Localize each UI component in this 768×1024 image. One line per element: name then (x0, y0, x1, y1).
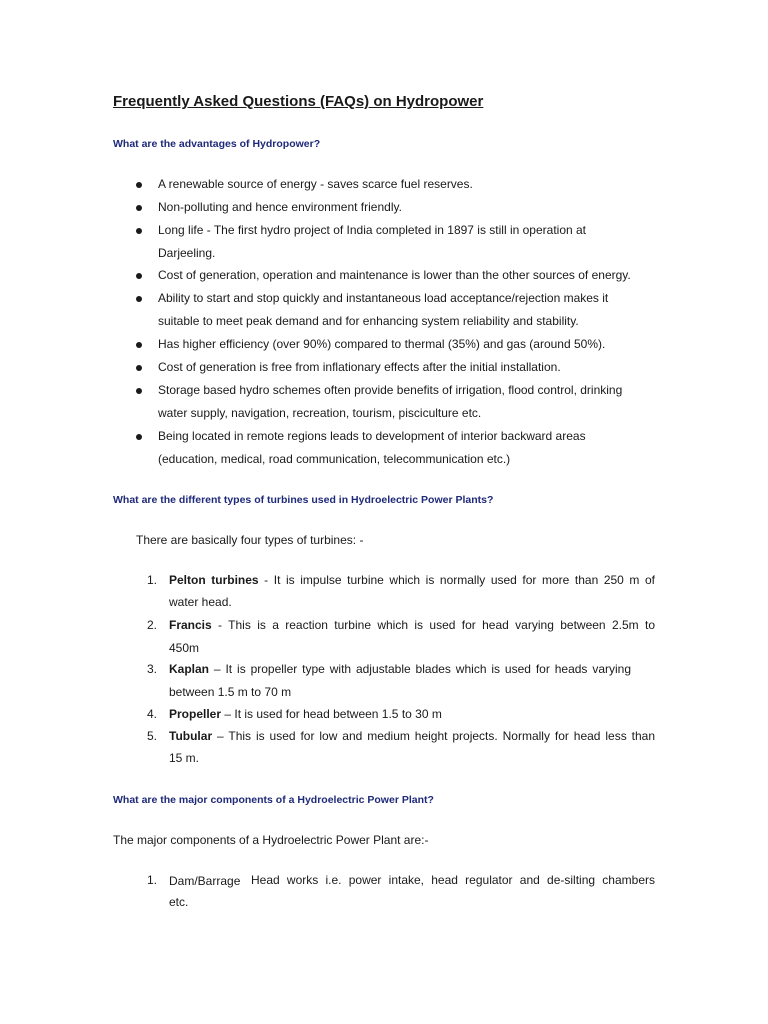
list-item-text (169, 662, 631, 676)
bullet-icon (136, 342, 142, 348)
bullet-icon (136, 434, 142, 440)
list-number: 3. (147, 662, 158, 676)
list-number: 5. (147, 729, 158, 743)
bullet-icon (136, 296, 142, 302)
list-item-text: etc. (169, 895, 189, 909)
list-item-text: Cost of generation is free from inflationary effects after the initial installation. (158, 360, 561, 374)
list-item-text: water head. (169, 595, 232, 609)
list-item-text: Being located in remote regions leads to development of interior backward areas (158, 429, 586, 443)
turbine-name: Kaplan (169, 662, 210, 676)
list-number: 1. (147, 873, 158, 887)
component-name: Dam/Barrage (169, 874, 241, 888)
list-item-text: Has higher efficiency (over 90%) compared to thermal (35%) and gas (around 50%). (158, 337, 606, 351)
turbine-description: - It is impulse turbine which is normally used for more than 250 m of (258, 573, 656, 587)
question-advantages: What are the advantages of Hydropower? (113, 138, 321, 150)
turbine-description: – It is used for head between 1.5 to 30 m (221, 707, 442, 721)
list-item-text: A renewable source of energy - saves scarce fuel reserves. (158, 177, 473, 191)
list-item-text: Long life - The first hydro project of India completed in 1897 is still in operation at (158, 223, 587, 237)
bullet-icon (136, 388, 142, 394)
list-item-text: Storage based hydro schemes often provide benefits of irrigation, flood control, drinking (158, 383, 623, 397)
list-number: 1. (147, 573, 158, 587)
components-intro: The major components of a Hydroelectric Power Plant are:- (113, 833, 429, 847)
list-item-text: Ability to start and stop quickly and instantaneous load acceptance/rejection makes it (158, 291, 609, 305)
turbine-description: - This is a reaction turbine which is used for head varying between 2.5m to (211, 618, 655, 632)
turbine-name: Tubular (169, 729, 213, 743)
bullet-icon (136, 182, 142, 188)
list-item-text: Darjeeling. (158, 246, 216, 260)
bullet-icon (136, 228, 142, 234)
turbine-description: – This is used for low and medium height projects. Normally for head less than (212, 729, 655, 743)
list-item-text (169, 573, 655, 587)
list-item-text: between 1.5 m to 70 m (169, 685, 292, 699)
component-description: Head works i.e. power intake, head regulator and de-silting chambers (251, 873, 655, 887)
list-item-text (169, 707, 442, 721)
list-item-text: Non-polluting and hence environment friendly. (158, 200, 402, 214)
list-item-text: (education, medical, road communication, telecommunication etc.) (158, 452, 511, 466)
question-components: What are the major components of a Hydroelectric Power Plant? (113, 794, 434, 806)
list-item-text: 15 m. (169, 751, 200, 765)
turbines-intro: There are basically four types of turbines: - (136, 533, 364, 547)
turbine-description: – It is propeller type with adjustable blades which is used for heads varying (209, 662, 631, 676)
list-number: 4. (147, 707, 158, 721)
list-number: 2. (147, 618, 158, 632)
page-title: Frequently Asked Questions (FAQs) on Hydropower (113, 93, 484, 110)
list-item-text (169, 618, 655, 632)
turbine-name: Propeller (169, 707, 222, 721)
bullet-icon (136, 273, 142, 279)
list-item-text: Cost of generation, operation and maintenance is lower than the other sources of energy. (158, 268, 631, 282)
bullet-icon (136, 205, 142, 211)
list-item-text: water supply, navigation, recreation, tourism, pisciculture etc. (158, 406, 482, 420)
question-turbines: What are the different types of turbines used in Hydroelectric Power Plants? (113, 494, 494, 506)
list-item-text (169, 729, 655, 743)
turbine-name: Francis (169, 618, 212, 632)
list-item-text: suitable to meet peak demand and for enhancing system reliability and stability. (158, 314, 579, 328)
bullet-icon (136, 365, 142, 371)
list-item-text: 450m (169, 641, 200, 655)
turbine-name: Pelton turbines (169, 573, 259, 587)
